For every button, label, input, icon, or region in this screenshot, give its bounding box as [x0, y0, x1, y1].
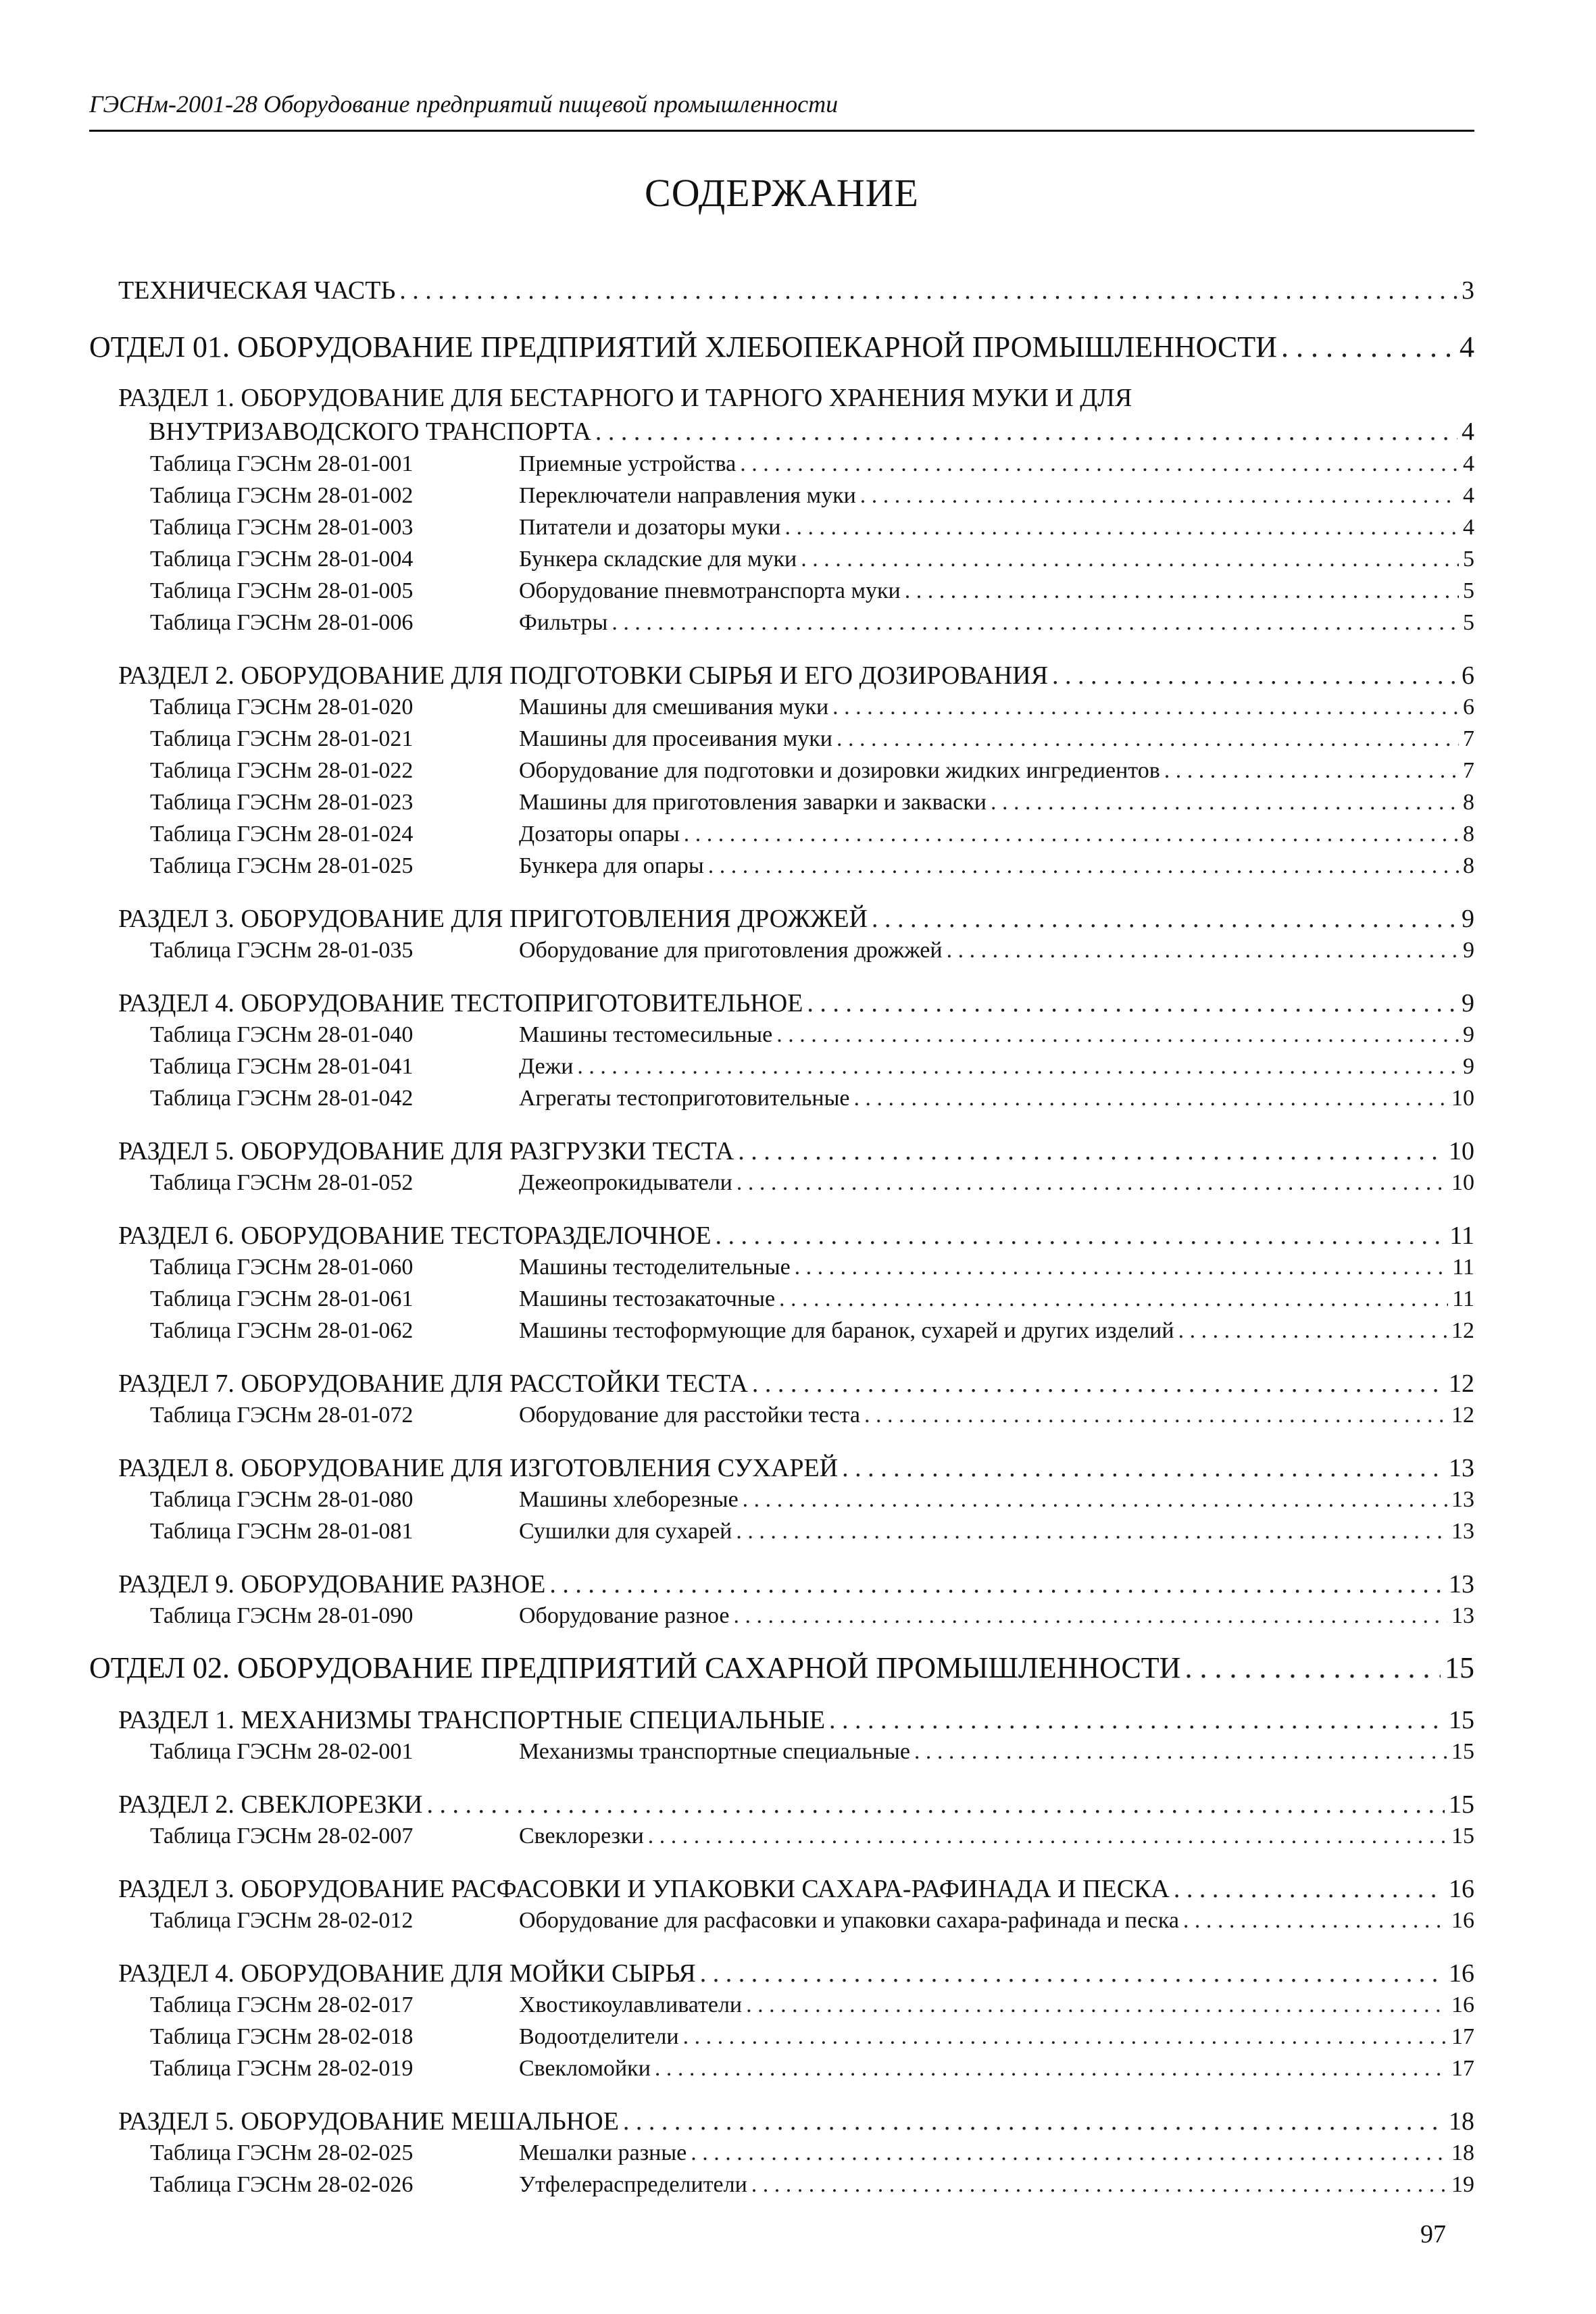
page-title: СОДЕРЖАНИЕ	[645, 171, 919, 215]
toc-entry-table[interactable]	[150, 1400, 1474, 1431]
table-code: Таблица ГЭСНм 28-01-024	[150, 822, 414, 847]
toc-page-number: 8	[1463, 790, 1474, 815]
table-name: Утфелераспределители	[519, 2172, 747, 2197]
table-code: Таблица ГЭСНм 28-02-019	[150, 2056, 414, 2081]
toc-page-number: 5	[1463, 578, 1474, 603]
toc-page-number: 10	[1449, 1137, 1474, 1165]
toc-entry-section-01-3[interactable]	[118, 902, 1474, 936]
toc-page-number: 13	[1449, 1570, 1474, 1599]
toc-entry-section-01-2[interactable]	[118, 659, 1474, 693]
toc-page-number: 4	[1463, 515, 1474, 540]
toc-entry-otdel-01[interactable]	[89, 328, 1474, 367]
table-name: Машины тестоделительные	[519, 1255, 791, 1280]
toc-page-number: 19	[1451, 2172, 1474, 2197]
dot-leader	[1052, 659, 1457, 693]
dot-leader	[784, 512, 1459, 543]
toc-entry-label: ВНУТРИЗАВОДСКОГО ТРАНСПОРТА	[149, 418, 591, 446]
dot-leader	[648, 1821, 1447, 1852]
toc-entry-section-01-7[interactable]	[118, 1367, 1474, 1401]
dot-leader	[623, 2105, 1445, 2138]
table-code: Таблица ГЭСНм 28-01-002	[150, 483, 414, 508]
toc-entry-section-02-5[interactable]	[118, 2105, 1474, 2138]
toc-entry-table[interactable]	[150, 1083, 1474, 1114]
table-code: Таблица ГЭСНм 28-01-062	[150, 1318, 414, 1343]
table-code: Таблица ГЭСНм 28-01-001	[150, 451, 414, 476]
toc-entry-section-01-9[interactable]	[118, 1567, 1474, 1601]
toc-entry-table[interactable]	[150, 1020, 1474, 1051]
table-name: Дозаторы опары	[519, 822, 680, 847]
dot-leader	[716, 1219, 1446, 1253]
table-code: Таблица ГЭСНм 28-01-035	[150, 938, 414, 963]
toc-page-number: 11	[1449, 1222, 1474, 1250]
toc-entry-label: РАЗДЕЛ 5. ОБОРУДОВАНИЕ ДЛЯ РАЗГРУЗКИ ТЕСТА	[118, 1137, 734, 1165]
toc-entry-table[interactable]	[150, 1736, 1474, 1767]
dot-leader	[1164, 755, 1459, 786]
table-code: Таблица ГЭСНм 28-02-018	[150, 2024, 414, 2049]
toc-entry-label: РАЗДЕЛ 4. ОБОРУДОВАНИЕ ДЛЯ МОЙКИ СЫРЬЯ	[118, 1959, 696, 1988]
dot-leader	[740, 449, 1459, 480]
toc-entry-label: ТЕХНИЧЕСКАЯ ЧАСТЬ	[118, 276, 396, 305]
dot-leader	[947, 935, 1459, 966]
table-name: Свеклорезки	[519, 1823, 644, 1848]
dot-leader	[737, 1167, 1447, 1199]
dot-leader	[738, 1134, 1445, 1168]
table-code: Таблица ГЭСНм 28-02-017	[150, 1992, 414, 2017]
table-name: Питатели и дозаторы муки	[519, 515, 781, 540]
toc-entry-section-01-4[interactable]	[118, 986, 1474, 1020]
toc-page-number: 9	[1463, 1054, 1474, 1079]
toc-page-number: 11	[1452, 1255, 1474, 1280]
toc-entry-otdel-02[interactable]	[89, 1649, 1474, 1688]
table-name: Хвостикоулавливатели	[519, 1992, 743, 2017]
toc-page-number: 18	[1449, 2107, 1474, 2136]
toc-page-number: 11	[1452, 1286, 1474, 1311]
toc-page-number: 16	[1449, 1875, 1474, 1903]
toc-page-number: 15	[1445, 1651, 1474, 1684]
table-code: Таблица ГЭСНм 28-01-004	[150, 547, 414, 572]
toc-entry-table[interactable]	[150, 512, 1474, 543]
toc-page-number: 15	[1449, 1790, 1474, 1819]
table-name: Оборудование для приготовления дрожжей	[519, 938, 943, 963]
table-code: Таблица ГЭСНм 28-01-022	[150, 758, 414, 783]
dot-leader	[612, 607, 1459, 638]
toc-entry-table[interactable]	[150, 2169, 1474, 2200]
dot-leader	[854, 1083, 1448, 1114]
table-code: Таблица ГЭСНм 28-02-001	[150, 1739, 414, 1764]
table-code: Таблица ГЭСНм 28-01-003	[150, 515, 414, 540]
toc-entry-label: РАЗДЕЛ 2. ОБОРУДОВАНИЕ ДЛЯ ПОДГОТОВКИ СЫРЬЯ И ЕГО ДОЗИРОВАНИЯ	[118, 661, 1049, 690]
dot-leader	[807, 986, 1457, 1020]
toc-entry-table[interactable]	[150, 724, 1474, 755]
toc-page-number: 3	[1462, 276, 1474, 305]
table-name: Бункера для опары	[519, 853, 704, 878]
table-name: Оборудование для подготовки и дозировки жидких ингредиентов	[519, 758, 1160, 783]
toc-entry-label: РАЗДЕЛ 3. ОБОРУДОВАНИЕ РАСФАСОВКИ И УПАКОВКИ САХАРА-РАФИНАДА И ПЕСКА	[118, 1875, 1170, 1903]
dot-leader	[751, 2169, 1447, 2200]
dot-leader	[1281, 328, 1455, 367]
table-code: Таблица ГЭСНм 28-02-026	[150, 2172, 414, 2197]
toc-entry-section-01-6[interactable]	[118, 1219, 1474, 1253]
toc-entry-table[interactable]	[150, 544, 1474, 575]
toc-page-number: 9	[1462, 989, 1474, 1017]
dot-leader	[801, 544, 1459, 575]
toc-entry-section-01-5[interactable]	[118, 1134, 1474, 1168]
toc-entry-label: РАЗДЕЛ 8. ОБОРУДОВАНИЕ ДЛЯ ИЗГОТОВЛЕНИЯ СУХАРЕЙ	[118, 1454, 839, 1482]
toc-entry-table[interactable]	[150, 692, 1474, 723]
dot-leader	[427, 1788, 1445, 1821]
dot-leader	[746, 1990, 1447, 2021]
table-code: Таблица ГЭСНм 28-01-025	[150, 853, 414, 878]
table-code: Таблица ГЭСНм 28-01-042	[150, 1086, 414, 1111]
toc-entry-table[interactable]	[150, 1167, 1474, 1199]
toc-entry-label: РАЗДЕЛ 7. ОБОРУДОВАНИЕ ДЛЯ РАССТОЙКИ ТЕСТА	[118, 1369, 748, 1398]
toc-entry-table[interactable]	[150, 2021, 1474, 2053]
toc-entry-table[interactable]	[150, 1601, 1474, 1632]
dot-leader	[864, 1400, 1447, 1431]
table-name: Свекломойки	[519, 2056, 651, 2081]
table-code: Таблица ГЭСНм 28-01-005	[150, 578, 414, 603]
toc-entry-label: РАЗДЕЛ 9. ОБОРУДОВАНИЕ РАЗНОЕ	[118, 1570, 546, 1599]
dot-leader	[795, 1252, 1449, 1283]
dot-leader	[1178, 1315, 1447, 1347]
dot-leader	[914, 1736, 1447, 1767]
toc-page-number: 12	[1449, 1369, 1474, 1398]
toc-entry-label: РАЗДЕЛ 2. СВЕКЛОРЕЗКИ	[118, 1790, 423, 1819]
toc-entry-section-01-1[interactable]	[149, 415, 1474, 449]
toc-entry-label: ОТДЕЛ 02. ОБОРУДОВАНИЕ ПРЕДПРИЯТИЙ САХАРНОЙ ПРОМЫШЛЕННОСТИ	[89, 1651, 1181, 1684]
dot-leader	[991, 787, 1459, 818]
table-name: Машины для просеивания муки	[519, 726, 832, 751]
table-code: Таблица ГЭСНм 28-01-090	[150, 1603, 414, 1628]
toc-page-number: 4	[1463, 451, 1474, 476]
toc-page-number: 10	[1451, 1086, 1474, 1111]
toc-entry-label: РАЗДЕЛ 1. МЕХАНИЗМЫ ТРАНСПОРТНЫЕ СПЕЦИАЛЬНЫЕ	[118, 1706, 826, 1734]
toc-entry-table[interactable]	[150, 1252, 1474, 1283]
table-code: Таблица ГЭСНм 28-01-061	[150, 1286, 414, 1311]
dot-leader	[736, 1516, 1447, 1547]
toc-entry-label: РАЗДЕЛ 5. ОБОРУДОВАНИЕ МЕШАЛЬНОЕ	[118, 2107, 619, 2136]
toc-page-number: 4	[1460, 330, 1474, 363]
dot-leader	[549, 1567, 1445, 1601]
table-code: Таблица ГЭСНм 28-01-023	[150, 790, 414, 815]
dot-leader	[829, 1703, 1445, 1737]
toc-entry-section-02-2[interactable]	[118, 1788, 1474, 1821]
toc-entry-section-01-8[interactable]	[118, 1451, 1474, 1485]
toc-entry-label: РАЗДЕЛ 4. ОБОРУДОВАНИЕ ТЕСТОПРИГОТОВИТЕЛЬНОЕ	[118, 989, 803, 1017]
toc-page-number: 17	[1451, 2056, 1474, 2081]
toc-page-number: 18	[1451, 2140, 1474, 2165]
toc-page-number: 13	[1451, 1519, 1474, 1544]
table-code: Таблица ГЭСНм 28-01-006	[150, 610, 414, 635]
toc-entry-table[interactable]	[150, 1051, 1474, 1082]
table-name: Оборудование пневмотранспорта муки	[519, 578, 901, 603]
toc-entry-technical-part[interactable]	[118, 274, 1474, 307]
table-name: Приемные устройства	[519, 451, 737, 476]
toc-entry-table[interactable]	[150, 1516, 1474, 1547]
table-name: Сушилки для сухарей	[519, 1519, 732, 1544]
dot-leader	[832, 692, 1459, 723]
toc-page-number: 4	[1463, 483, 1474, 508]
toc-entry-table[interactable]	[150, 1284, 1474, 1315]
toc-entry-label: ОТДЕЛ 01. ОБОРУДОВАНИЕ ПРЕДПРИЯТИЙ ХЛЕБОПЕКАРНОЙ ПРОМЫШЛЕННОСТИ	[89, 330, 1277, 363]
toc-page-number: 7	[1463, 758, 1474, 783]
dot-leader	[752, 1367, 1445, 1401]
dot-leader	[1184, 1649, 1441, 1688]
toc-entry-section-02-1[interactable]	[118, 1703, 1474, 1737]
toc-entry-label: РАЗДЕЛ 3. ОБОРУДОВАНИЕ ДЛЯ ПРИГОТОВЛЕНИЯ ДРОЖЖЕЙ	[118, 905, 868, 933]
toc-entry-table[interactable]	[150, 607, 1474, 638]
toc-page-number: 8	[1463, 822, 1474, 847]
dot-leader	[708, 851, 1459, 882]
dot-leader	[872, 902, 1457, 936]
dot-leader	[733, 1601, 1447, 1632]
table-name: Переключатели направления муки	[519, 483, 856, 508]
table-name: Машины для смешивания муки	[519, 695, 829, 720]
toc-page-number: 8	[1463, 853, 1474, 878]
dot-leader	[837, 724, 1459, 755]
toc-page-number: 6	[1463, 695, 1474, 720]
dot-leader	[860, 480, 1459, 511]
table-name: Машины для приготовления заварки и закваски	[519, 790, 987, 815]
table-code: Таблица ГЭСНм 28-01-060	[150, 1255, 414, 1280]
toc-page-number: 16	[1451, 1908, 1474, 1933]
toc-entry-table[interactable]	[150, 1990, 1474, 2021]
table-code: Таблица ГЭСНм 28-01-072	[150, 1403, 414, 1428]
table-code: Таблица ГЭСНм 28-01-081	[150, 1519, 414, 1544]
table-name: Машины тестомесильные	[519, 1022, 773, 1047]
toc-page-number: 13	[1449, 1454, 1474, 1482]
dot-leader	[776, 1020, 1459, 1051]
toc-page-number: 9	[1463, 1022, 1474, 1047]
dot-leader	[595, 415, 1457, 449]
toc-page-number: 15	[1451, 1823, 1474, 1848]
toc-page-number: 13	[1451, 1603, 1474, 1628]
toc-entry-table[interactable]	[150, 1821, 1474, 1852]
toc-page-number: 9	[1463, 938, 1474, 963]
table-code: Таблица ГЭСНм 28-01-020	[150, 695, 414, 720]
table-name: Оборудование разное	[519, 1603, 730, 1628]
table-name: Дежи	[519, 1054, 574, 1079]
toc-entry-table[interactable]	[150, 2053, 1474, 2084]
toc-page-number: 12	[1451, 1403, 1474, 1428]
table-code: Таблица ГЭСНм 28-01-040	[150, 1022, 414, 1047]
toc-entry-table[interactable]	[150, 819, 1474, 850]
dot-leader	[779, 1284, 1448, 1315]
toc-page-number: 16	[1451, 1992, 1474, 2017]
table-name: Механизмы транспортные специальные	[519, 1739, 910, 1764]
dot-leader	[577, 1051, 1459, 1082]
running-header: ГЭСНм-2001-28 Оборудование предприятий пищевой промышленности	[89, 91, 839, 118]
dot-leader	[743, 1484, 1447, 1515]
toc-entry-table[interactable]	[150, 1484, 1474, 1515]
toc-page-number: 7	[1463, 726, 1474, 751]
dot-leader	[905, 576, 1459, 607]
dot-leader	[655, 2053, 1447, 2084]
toc-entry-table[interactable]	[150, 787, 1474, 818]
table-name: Машины тестоформующие для баранок, сухарей и других изделий	[519, 1318, 1174, 1343]
toc-page-number: 4	[1462, 418, 1474, 446]
toc-page-number: 6	[1462, 661, 1474, 690]
toc-entry-section-02-4[interactable]	[118, 1957, 1474, 1990]
table-name: Мешалки разные	[519, 2140, 687, 2165]
toc-entry-table[interactable]	[150, 935, 1474, 966]
table-code: Таблица ГЭСНм 28-02-007	[150, 1823, 414, 1848]
toc-page-number: 16	[1449, 1959, 1474, 1988]
toc-entry-table[interactable]	[150, 449, 1474, 480]
toc-section-heading-line: РАЗДЕЛ 1. ОБОРУДОВАНИЕ ДЛЯ БЕСТАРНОГО И ТАРНОГО ХРАНЕНИЯ МУКИ И ДЛЯ	[118, 384, 1132, 412]
toc-entry-section-02-3[interactable]	[118, 1872, 1474, 1906]
toc-page-number: 12	[1451, 1318, 1474, 1343]
table-code: Таблица ГЭСНм 28-01-052	[150, 1170, 414, 1195]
table-code: Таблица ГЭСНм 28-01-080	[150, 1487, 414, 1512]
dot-leader	[683, 2021, 1447, 2053]
toc-page-number: 13	[1451, 1487, 1474, 1512]
toc-entry-table[interactable]	[150, 755, 1474, 786]
dot-leader	[684, 819, 1459, 850]
toc-entry-label: РАЗДЕЛ 6. ОБОРУДОВАНИЕ ТЕСТОРАЗДЕЛОЧНОЕ	[118, 1222, 712, 1250]
dot-leader	[399, 274, 1457, 307]
table-name: Оборудование для расстойки теста	[519, 1403, 860, 1428]
table-name: Фильтры	[519, 610, 608, 635]
page-number: 97	[1420, 2220, 1446, 2248]
toc-page-number: 10	[1451, 1170, 1474, 1195]
table-name: Агрегаты тестоприготовительные	[519, 1086, 850, 1111]
toc-entry-table[interactable]	[150, 576, 1474, 607]
toc-page-number: 9	[1462, 905, 1474, 933]
table-name: Водоотделители	[519, 2024, 679, 2049]
table-code: Таблица ГЭСНм 28-01-021	[150, 726, 414, 751]
table-name: Оборудование для расфасовки и упаковки сахара-рафинада и песка	[519, 1908, 1179, 1933]
dot-leader	[700, 1957, 1445, 1990]
table-name: Бункера складские для муки	[519, 547, 797, 572]
table-name: Машины тестозакаточные	[519, 1286, 776, 1311]
table-code: Таблица ГЭСНм 28-01-041	[150, 1054, 414, 1079]
toc-page-number: 5	[1463, 547, 1474, 572]
table-code: Таблица ГЭСНм 28-02-025	[150, 2140, 414, 2165]
toc-entry-table[interactable]	[150, 1315, 1474, 1347]
dot-leader	[691, 2138, 1447, 2169]
dot-leader	[1174, 1872, 1445, 1906]
toc-entry-table[interactable]	[150, 851, 1474, 882]
table-name: Дежеопрокидыватели	[519, 1170, 732, 1195]
toc-page-number: 17	[1451, 2024, 1474, 2049]
toc-page-number: 15	[1449, 1706, 1474, 1734]
toc-entry-table[interactable]	[150, 1905, 1474, 1936]
toc-page-number: 5	[1463, 610, 1474, 635]
table-code: Таблица ГЭСНм 28-02-012	[150, 1908, 414, 1933]
dot-leader	[1183, 1905, 1447, 1936]
dot-leader	[842, 1451, 1445, 1485]
toc-entry-table[interactable]	[150, 480, 1474, 511]
table-name: Машины хлеборезные	[519, 1487, 739, 1512]
toc-entry-table[interactable]	[150, 2138, 1474, 2169]
toc-page-number: 15	[1451, 1739, 1474, 1764]
